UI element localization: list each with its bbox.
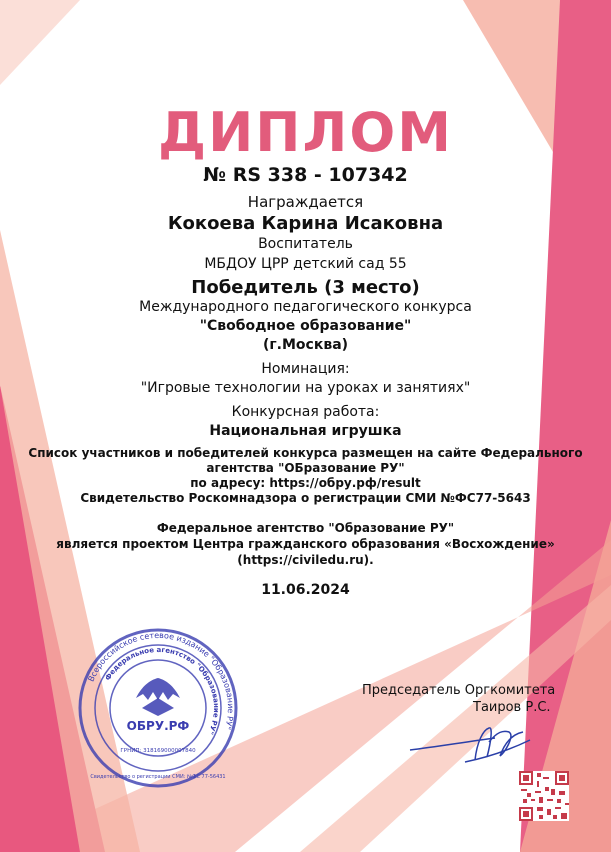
stamp-logo-icon (136, 678, 180, 716)
diploma-title: ДИПЛОМ (158, 101, 453, 164)
stamp-ogrn: ГРНИП: 318169000007840 (120, 748, 196, 754)
signer-name: Таиров Р.С. (473, 700, 551, 715)
chair-label: Председатель Оргкомитета (362, 683, 556, 698)
info-line: агентства "ОБразование РУ" (206, 461, 405, 475)
signature (405, 712, 535, 777)
agency-line: Федеральное агентство "Образование РУ" (156, 521, 455, 535)
diploma-number: № RS 338 - 107342 (203, 164, 408, 186)
info-line: Свидетельство Роскомнадзора о регистрации СМИ №ФС77-5643 (80, 491, 531, 505)
left-top-peach (0, 0, 80, 85)
organization-stamp (78, 628, 238, 788)
recipient-name: Кокоева Карина Исаковна (167, 213, 444, 234)
place-text: Победитель (3 место) (191, 277, 420, 298)
qr-code-icon (519, 771, 569, 821)
stamp-outer-text: Всероссийское сетевое издание "Образование РУ" (86, 630, 236, 731)
stamp-logo-text: ОБРУ.РФ (126, 719, 190, 733)
agency-line: является проектом Центра гражданского образования «Восхождение» (56, 537, 555, 551)
nomination-value: "Игровые технологии на уроках и занятиях" (140, 380, 471, 396)
contest-line: Международного педагогического конкурса (139, 299, 472, 315)
contest-name: "Свободное образование" (199, 318, 412, 334)
work-label: Конкурсная работа: (231, 404, 380, 420)
diploma-date: 11.06.2024 (261, 582, 350, 598)
recipient-organization: МБДОУ ЦРР детский сад 55 (204, 256, 407, 272)
recipient-position: Воспитатель (258, 236, 353, 252)
info-line: Список участников и победителей конкурса размещен на сайте Федерального (28, 446, 583, 460)
awarded-label: Награждается (247, 193, 364, 211)
agency-line-url: (https://civiledu.ru). (237, 553, 374, 567)
nomination-label: Номинация: (261, 361, 350, 377)
contest-city: (г.Москва) (262, 337, 349, 353)
info-line-result-url: по адресу: https://обру.рф/result (190, 476, 421, 490)
stamp-bottom-text: Свидетельство о регистрации СМИ: №ФС 77-56431 (90, 774, 226, 780)
work-value: Национальная игрушка (209, 423, 402, 439)
stamp-inner-text: Федеральное агентство "Образование РУ" (103, 645, 221, 736)
